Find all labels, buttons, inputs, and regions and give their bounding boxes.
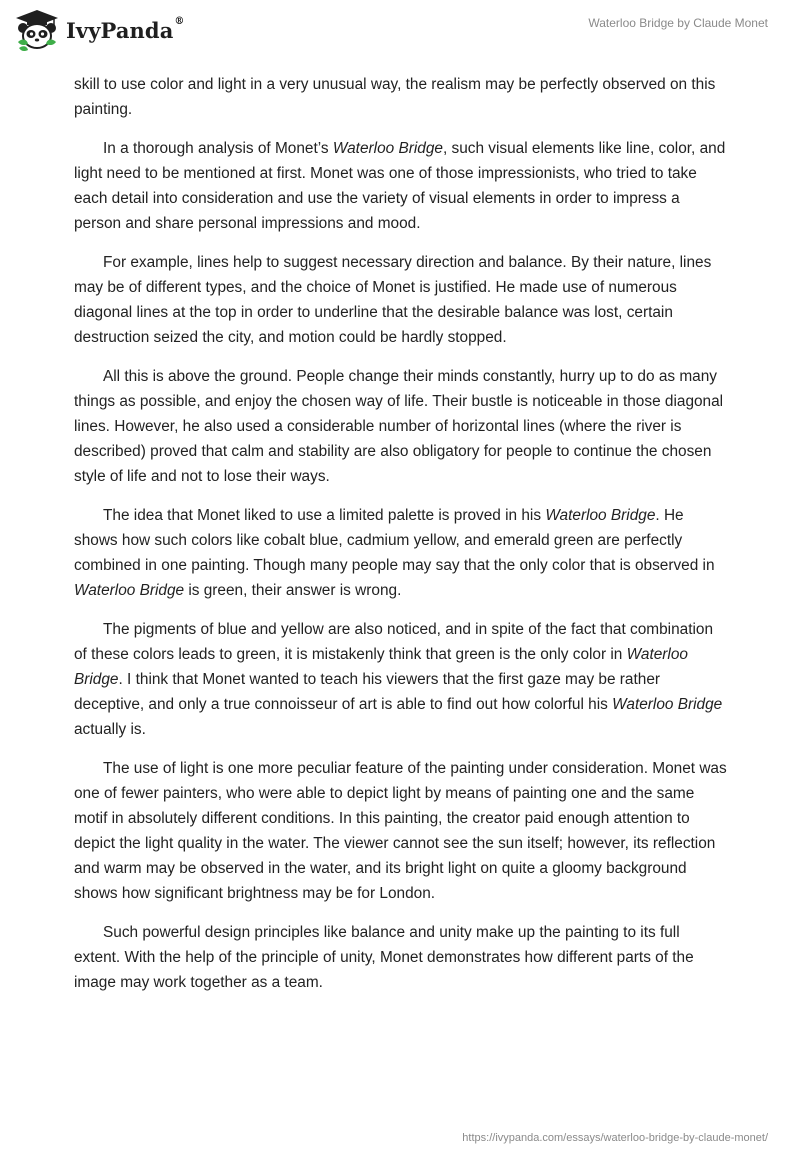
text-run: The idea that Monet liked to use a limited palette is proved in his: [103, 507, 546, 524]
essay-paragraph: [74, 250, 730, 350]
text-run: In a thorough analysis of Monet’s: [103, 140, 333, 157]
text-run: skill to use color and light in a very unusual way, the realism may be perfectly observed on this painting.: [74, 76, 716, 118]
text-run: The pigments of blue and yellow are also noticed, and in spite of the fact that combination of these colors leads to green, it is mistakenly think that green is the only color in: [74, 621, 714, 663]
text-run: . He shows how such colors like cobalt blue, cadmium yellow, and emerald green are perfectly combined in one painting. Though many people may say that the only color that is observed in: [74, 507, 715, 574]
text-run: actually is.: [74, 721, 146, 738]
italic-title-run: Waterloo Bridge: [74, 582, 185, 599]
panda-graduate-icon: [14, 8, 60, 52]
text-run: The use of light is one more peculiar feature of the painting under consideration. Monet was one of fewer painters, who were able to depict light by means of painting one and the same motif in absolutely different conditions. In this painting, the creator paid enough attention to depict the light quality in the water. The viewer cannot see the sun itself; however, its reflection and warm may be observed in the water, and its bright light on quite a gloomy background shows how significant brightness may be for London.: [74, 760, 727, 902]
text-run: , such visual elements like line, color, and light need to be mentioned at first. Monet was one of those impressionists, who tried to take each detail into consideration and use the variety of visual elements in order to impress a person and share personal impressions and mood.: [74, 140, 726, 232]
italic-title-run: Waterloo Bridge: [545, 507, 656, 524]
source-url[interactable]: https://ivypanda.com/essays/waterloo-bridge-by-claude-monet/: [462, 1132, 768, 1144]
italic-title-run: Waterloo Bridge: [612, 696, 723, 713]
essay-paragraph: [74, 617, 730, 742]
brand-name: IvyPanda®: [66, 15, 185, 43]
italic-title-run: Waterloo Bridge: [74, 646, 688, 688]
essay-paragraph: [74, 136, 730, 236]
essay-paragraph: [74, 503, 730, 603]
page-header: [0, 0, 800, 68]
text-run: . I think that Monet wanted to teach his viewers that the first gaze may be rather deceptive, and only a true connoisseur of art is able to find out how colorful his: [74, 671, 661, 713]
essay-paragraph: [74, 756, 730, 906]
ivypanda-logo[interactable]: [14, 8, 185, 52]
essay-body: [74, 72, 730, 1009]
text-run: is green, their answer is wrong.: [184, 582, 402, 599]
text-run: Such powerful design principles like balance and unity make up the painting to its full extent. With the help of the principle of unity, Monet demonstrates how different parts of the image may work together as a team.: [74, 924, 694, 991]
text-run: For example, lines help to suggest necessary direction and balance. By their nature, lines may be of different types, and the choice of Monet is justified. He made use of numerous diagonal lines at the top in order to underline that the desirable balance was lost, certain destruction seized the city, and motion could be hardly stopped.: [74, 254, 712, 346]
document-title: Waterloo Bridge by Claude Monet: [588, 16, 768, 30]
text-run: All this is above the ground. People change their minds constantly, hurry up to do as many things as possible, and enjoy the chosen way of life. Their bustle is noticeable in those diagonal lines. However, he also used a considerable number of horizontal lines (where the river is described) proved that calm and stability are also obligatory for people to continue the chosen style of life and not to lose their ways.: [74, 368, 724, 485]
italic-title-run: Waterloo Bridge: [332, 140, 443, 157]
essay-paragraph: [74, 920, 730, 995]
essay-paragraph: [74, 72, 730, 122]
essay-paragraph: [74, 364, 730, 489]
